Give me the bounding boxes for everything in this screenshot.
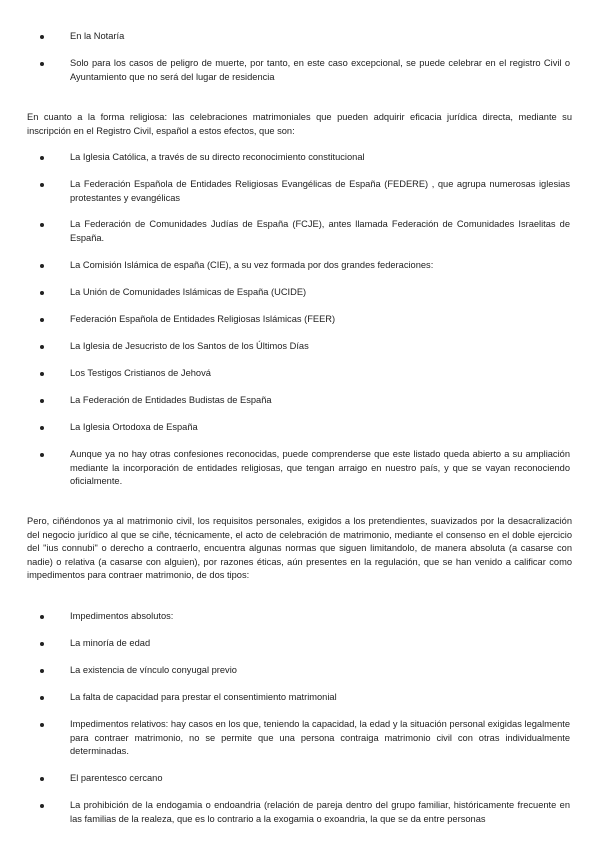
list-item-text: La Federación de Comunidades Judías de España (FCJE), antes llamada Federación de Comunidades Israelitas de España. xyxy=(70,219,570,243)
bullet-icon xyxy=(40,642,44,646)
list-item-text: La Iglesia de Jesucristo de los Santos de los Últimos Días xyxy=(70,341,309,351)
religious-form-paragraph: En cuanto a la forma religiosa: las celebraciones matrimoniales que pueden adquirir eficacia jurídica directa, mediante su inscripción en el Registro Civil, español a estos efectos, que son: xyxy=(27,112,572,136)
list-item-text: La Federación de Entidades Budistas de España xyxy=(70,395,272,405)
bullet-icon xyxy=(40,318,44,322)
list-item-text: La Comisión Islámica de españa (CIE), a su vez formada por dos grandes federaciones: xyxy=(70,260,434,270)
bullet-icon xyxy=(40,223,44,227)
list-item-text: Aunque ya no hay otras confesiones reconocidas, puede comprenderse que este listado queda abierto a su ampliación mediante la incorporación de entidades religiosas, que tengan arraigo en nuestro país, y que se vayan reconociendo oficialmente. xyxy=(70,449,570,487)
bullet-icon xyxy=(40,723,44,727)
bullet-icon xyxy=(40,399,44,403)
list-item-text: Los Testigos Cristianos de Jehová xyxy=(70,368,211,378)
list-item-text: La minoría de edad xyxy=(70,638,151,648)
bullet-icon xyxy=(40,264,44,268)
bullet-icon xyxy=(40,804,44,808)
bullet-icon xyxy=(40,156,44,160)
list-item-text: La Federación Española de Entidades Religiosas Evangélicas de España (FEDERE) , que agrupa numerosas iglesias protestantes y evangélicas xyxy=(70,179,570,203)
list-item-text: La Iglesia Ortodoxa de España xyxy=(70,422,198,432)
list-item-text: Impedimentos relativos: hay casos en los que, teniendo la capacidad, la edad y la situación personal exigidas legalmente para contraer matrimonio, no se permite que una persona contraiga matrimonio civil con otras individualmente determinadas. xyxy=(70,719,570,757)
list-item-text: El parentesco cercano xyxy=(70,773,163,783)
civil-marriage-paragraph: Pero, ciñéndonos ya al matrimonio civil, los requisitos personales, exigidos a los pretendientes, suavizados por la desacralización del negocio jurídico al que se ciñe, técnicamente, el acto de celebración de matrimonio, mediante el consenso en el doble ejercicio del "ius connubi" o derecho a contraerlo, encuentra algunas normas que siguen limitandolo, de manera absoluta (a casarse con nadie) o relativa (a casarse con alguien), por razones éticas, aún presentes en la regulación, que se han venido a calificar como impedimentos para contraer matrimonio, de dos tipos: xyxy=(27,516,572,581)
list-item-text: Federación Española de Entidades Religiosas Islámicas (FEER) xyxy=(70,314,336,324)
bullet-icon xyxy=(40,696,44,700)
bullet-icon xyxy=(40,669,44,673)
bullet-icon xyxy=(40,372,44,376)
bullet-icon xyxy=(40,453,44,457)
bullet-icon xyxy=(40,183,44,187)
list-item-text: Solo para los casos de peligro de muerte, por tanto, en este caso excepcional, se puede celebrar en el registro Civil o Ayuntamiento que no será del lugar de residencia xyxy=(70,58,570,82)
bullet-icon xyxy=(40,62,44,66)
list-item-text: La falta de capacidad para prestar el consentimiento matrimonial xyxy=(70,692,337,702)
bullet-icon xyxy=(40,615,44,619)
list-item-text: Impedimentos absolutos: xyxy=(70,611,174,621)
bullet-icon xyxy=(40,345,44,349)
list-item-text: La Iglesia Católica, a través de su directo reconocimiento constitucional xyxy=(70,152,365,162)
list-item-text: En la Notaría xyxy=(70,31,125,41)
bullet-icon xyxy=(40,426,44,430)
bullet-icon xyxy=(40,777,44,781)
list-item-text: La existencia de vínculo conyugal previo xyxy=(70,665,237,675)
bullet-icon xyxy=(40,291,44,295)
bullet-icon xyxy=(40,35,44,39)
list-item-text: La prohibición de la endogamia o endoandria (relación de pareja dentro del grupo familiar, históricamente frecuente en las familias de la realeza, que es lo contrario a la exogamia o exoandria, la que se da entre personas xyxy=(70,800,570,824)
list-item-text: La Unión de Comunidades Islámicas de España (UCIDE) xyxy=(70,287,307,297)
